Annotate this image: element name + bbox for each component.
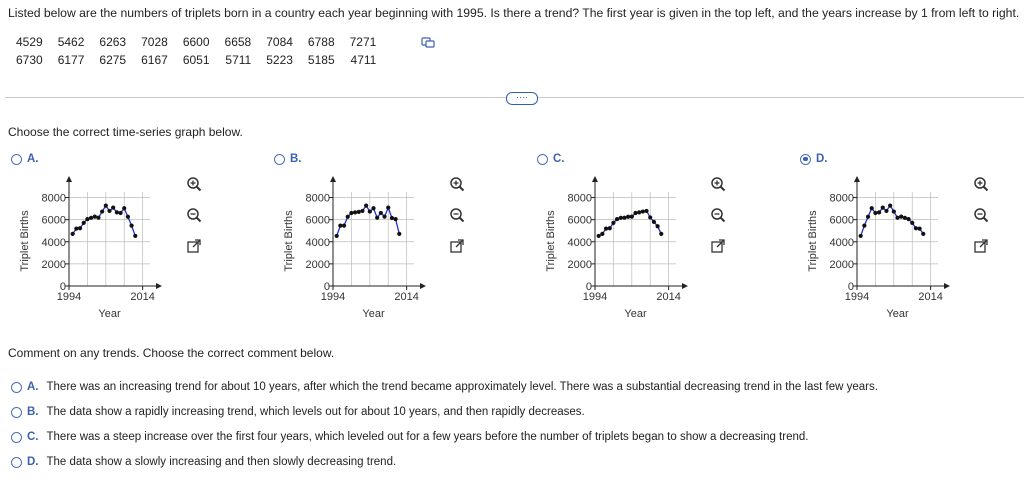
- chart-d: [802, 170, 962, 330]
- popout-icon[interactable]: [186, 238, 202, 254]
- data-point: [349, 211, 353, 215]
- data-point: [622, 216, 626, 220]
- data-point: [626, 215, 630, 219]
- data-point: [82, 221, 86, 225]
- y-tick-label: 4000: [567, 236, 592, 249]
- data-point: [335, 234, 339, 238]
- data-point: [364, 203, 368, 207]
- popout-icon[interactable]: [449, 238, 465, 254]
- data-point: [89, 216, 93, 220]
- data-point: [892, 209, 896, 213]
- data-point: [914, 226, 918, 230]
- data-point: [611, 221, 615, 225]
- data-point: [104, 203, 108, 207]
- table-cell: 4711: [350, 53, 377, 67]
- option-letter: C.: [27, 431, 39, 443]
- data-point: [862, 223, 866, 227]
- option-text: The data show a rapidly increasing trend, which levels out for about 10 years, and then rapidly decreases.: [46, 406, 585, 418]
- series-line: [73, 206, 136, 236]
- data-point: [637, 210, 641, 214]
- zoom-in-icon[interactable]: [186, 176, 202, 192]
- x-axis-label: Year: [886, 308, 909, 320]
- data-point: [360, 209, 364, 213]
- data-point: [85, 217, 89, 221]
- data-point: [353, 210, 357, 214]
- option-letter: D.: [816, 153, 828, 165]
- data-point: [899, 215, 903, 219]
- y-tick-label: 8000: [829, 192, 854, 205]
- comment-prompt: Comment on any trends. Choose the correct comment below.: [8, 346, 335, 360]
- y-tick-label: 2000: [41, 258, 66, 271]
- data-point: [604, 227, 608, 231]
- y-axis-arrow: [66, 176, 72, 182]
- data-point: [93, 215, 97, 219]
- x-axis-arrow: [944, 283, 950, 289]
- table-cell: 6275: [99, 53, 127, 67]
- table-cell: 5462: [57, 35, 85, 49]
- data-point: [342, 223, 346, 227]
- table-cell: 4529: [16, 35, 43, 49]
- table-cell: 5711: [225, 53, 252, 67]
- data-point: [619, 216, 623, 220]
- zoom-out-icon[interactable]: [186, 207, 202, 223]
- radio-button[interactable]: [537, 154, 548, 165]
- x-tick-label: 2014: [918, 291, 943, 303]
- option-letter: B.: [27, 406, 39, 418]
- chart-b: [278, 170, 438, 330]
- data-point: [111, 206, 115, 210]
- x-tick-label: 1994: [320, 291, 346, 303]
- comment-option-b[interactable]: [11, 406, 585, 418]
- data-point: [655, 224, 659, 228]
- option-text: There was an increasing trend for about 10 years, after which the trend became approximately level. There was a substantial decreasing trend in the last few years.: [46, 381, 878, 393]
- data-table: [8, 34, 383, 70]
- table-cell: 7271: [349, 35, 377, 49]
- data-point: [126, 215, 130, 219]
- x-axis-arrow: [156, 283, 162, 289]
- y-tick-label: 0: [847, 281, 854, 293]
- y-tick-label: 6000: [829, 214, 854, 227]
- table-cell: 5185: [307, 53, 335, 67]
- x-tick-label: 2014: [656, 291, 681, 303]
- data-point: [903, 216, 907, 220]
- x-axis-label: Year: [362, 308, 385, 320]
- y-axis-label: Triplet Births: [807, 210, 819, 272]
- y-tick-label: 0: [323, 281, 330, 293]
- x-tick-label: 2014: [394, 291, 419, 303]
- y-axis-arrow: [330, 176, 336, 182]
- data-point: [884, 209, 888, 213]
- y-tick-label: 4000: [41, 236, 66, 249]
- data-point: [393, 217, 397, 221]
- table-cell: 6730: [16, 53, 43, 67]
- data-point: [641, 209, 645, 213]
- data-point: [122, 206, 126, 210]
- option-text: The data show a slowly increasing and then slowly decreasing trend.: [46, 456, 397, 468]
- data-point: [133, 234, 137, 238]
- table-cell: 6051: [182, 53, 210, 67]
- y-tick-label: 4000: [829, 236, 854, 249]
- radio-button[interactable]: [11, 432, 22, 443]
- option-letter: B.: [290, 153, 302, 165]
- data-point: [71, 232, 75, 236]
- x-axis-arrow: [682, 283, 688, 289]
- table-cell: 7084: [266, 35, 293, 49]
- data-point: [597, 234, 601, 238]
- data-point: [74, 227, 78, 231]
- comment-option-a[interactable]: [11, 381, 878, 393]
- graph-option-b[interactable]: [274, 153, 302, 165]
- y-tick-label: 8000: [41, 192, 66, 205]
- option-letter: A.: [27, 153, 39, 165]
- data-point: [917, 227, 921, 231]
- zoom-out-icon[interactable]: [973, 207, 989, 223]
- y-axis-arrow: [854, 176, 860, 182]
- x-tick-label: 1994: [582, 291, 608, 303]
- data-point: [873, 211, 877, 215]
- popout-icon[interactable]: [710, 238, 726, 254]
- question-text: Listed below are the numbers of triplets born in a country each year beginning with 1995. Is there a trend? The first year is given in the top left, and the years increase by 1 from left to right.: [8, 6, 1020, 20]
- data-point: [386, 206, 390, 210]
- x-tick-label: 1994: [56, 291, 82, 303]
- data-point: [357, 210, 361, 214]
- table-cell: 6167: [141, 53, 168, 67]
- copy-icon[interactable]: [421, 36, 435, 49]
- zoom-in-icon[interactable]: [973, 176, 989, 192]
- data-point: [390, 216, 394, 220]
- comment-option-c[interactable]: [11, 431, 808, 443]
- table-cell: 6177: [57, 53, 85, 67]
- option-letter: D.: [27, 456, 39, 468]
- data-point: [859, 234, 863, 238]
- radio-button[interactable]: [11, 407, 22, 418]
- y-tick-label: 2000: [305, 258, 330, 271]
- table-row: [8, 34, 383, 52]
- table-cell: 6263: [99, 35, 127, 49]
- x-axis-arrow: [420, 283, 426, 289]
- data-point: [368, 209, 372, 213]
- data-point: [346, 215, 350, 219]
- graph-prompt: Choose the correct time-series graph below.: [8, 125, 243, 139]
- option-text: There was a steep increase over the first four years, which leveled out for a few years before the number of triplets began to show a decreasing trend.: [46, 431, 809, 443]
- data-point: [338, 223, 342, 227]
- data-point: [910, 221, 914, 225]
- data-point: [921, 232, 925, 236]
- y-tick-label: 6000: [567, 214, 592, 227]
- y-tick-label: 2000: [567, 258, 592, 271]
- data-point: [608, 226, 612, 230]
- data-point: [129, 223, 133, 227]
- radio-button[interactable]: [11, 154, 22, 165]
- radio-button[interactable]: [11, 457, 22, 468]
- data-point: [375, 216, 379, 220]
- data-point: [379, 211, 383, 215]
- option-letter: A.: [27, 381, 39, 393]
- y-tick-label: 6000: [41, 214, 66, 227]
- data-point: [115, 210, 119, 214]
- data-point: [107, 209, 111, 213]
- y-tick-label: 0: [59, 281, 66, 293]
- chart-a: [14, 170, 174, 330]
- table-cell: 6600: [182, 35, 210, 49]
- table-cell: 7028: [141, 35, 168, 49]
- data-point: [633, 211, 637, 215]
- x-tick-label: 1994: [844, 291, 870, 303]
- zoom-out-icon[interactable]: [710, 207, 726, 223]
- chart-c: [540, 170, 700, 330]
- y-axis-label: Triplet Births: [19, 210, 31, 272]
- table-cell: 6658: [224, 35, 252, 49]
- graph-option-a[interactable]: [11, 153, 39, 165]
- series-line: [337, 206, 400, 236]
- x-axis-label: Year: [98, 308, 121, 320]
- data-point: [600, 232, 604, 236]
- y-axis-label: Triplet Births: [283, 210, 295, 272]
- graph-option-d[interactable]: [800, 153, 828, 165]
- graph-option-c[interactable]: [537, 153, 565, 165]
- data-point: [888, 203, 892, 207]
- data-point: [100, 209, 104, 213]
- y-tick-label: 0: [585, 281, 592, 293]
- data-point: [397, 232, 401, 236]
- y-tick-label: 2000: [829, 258, 854, 271]
- table-row: [8, 52, 383, 70]
- radio-button[interactable]: [11, 382, 22, 393]
- popout-icon[interactable]: [973, 238, 989, 254]
- data-point: [881, 206, 885, 210]
- data-point: [877, 210, 881, 214]
- y-tick-label: 8000: [305, 192, 330, 205]
- x-axis-label: Year: [624, 308, 647, 320]
- comment-option-d[interactable]: [11, 456, 396, 468]
- y-tick-label: 6000: [305, 214, 330, 227]
- data-point: [382, 215, 386, 219]
- y-axis-arrow: [592, 176, 598, 182]
- data-point: [659, 232, 663, 236]
- zoom-in-icon[interactable]: [449, 176, 465, 192]
- data-point: [652, 220, 656, 224]
- zoom-out-icon[interactable]: [449, 207, 465, 223]
- data-point: [630, 215, 634, 219]
- table-cell: 6788: [307, 35, 335, 49]
- x-tick-label: 2014: [130, 291, 155, 303]
- data-point: [870, 206, 874, 210]
- y-axis-label: Triplet Births: [545, 210, 557, 272]
- series-line: [861, 206, 924, 236]
- data-point: [615, 217, 619, 221]
- expand-more-button[interactable]: ····: [506, 92, 538, 105]
- data-point: [644, 209, 648, 213]
- table-cell: 5223: [266, 53, 293, 67]
- data-point: [96, 216, 100, 220]
- option-letter: C.: [553, 153, 565, 165]
- data-point: [866, 215, 870, 219]
- y-tick-label: 4000: [305, 236, 330, 249]
- zoom-in-icon[interactable]: [710, 176, 726, 192]
- series-line: [599, 211, 662, 236]
- radio-button[interactable]: [274, 154, 285, 165]
- data-point: [118, 211, 122, 215]
- data-point: [895, 216, 899, 220]
- data-point: [906, 217, 910, 221]
- data-point: [371, 206, 375, 210]
- y-tick-label: 8000: [567, 192, 592, 205]
- radio-button-selected[interactable]: [800, 154, 811, 165]
- data-point: [78, 226, 82, 230]
- data-point: [648, 215, 652, 219]
